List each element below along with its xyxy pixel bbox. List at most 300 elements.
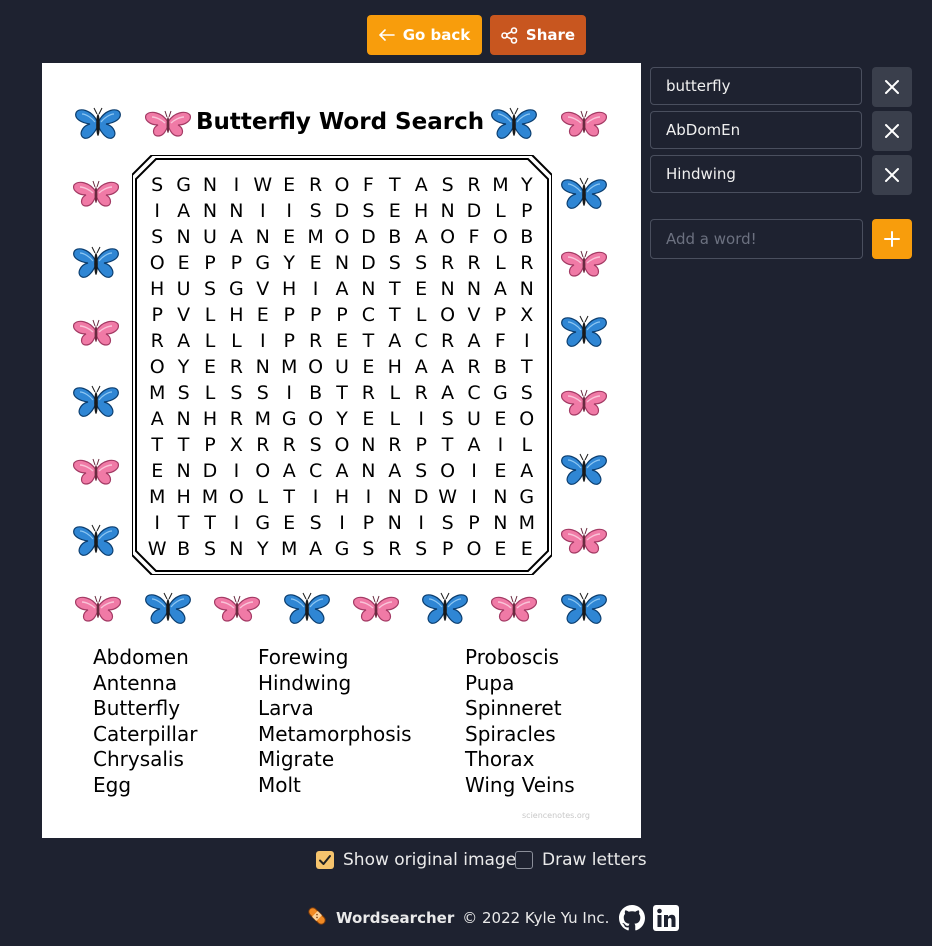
grid-letter: G [519, 485, 535, 508]
grid-letter: T [388, 277, 401, 300]
grid-letter: R [414, 381, 428, 404]
draw-letters-checkbox[interactable] [515, 851, 533, 869]
grid-letter: G [176, 173, 191, 196]
word-list-item: Antenna [93, 670, 178, 695]
butterfly-blue-icon [144, 590, 192, 626]
grid-letter: R [256, 433, 270, 456]
grid-letter: D [361, 225, 376, 248]
puzzle-title: Butterfly Word Search [196, 109, 485, 135]
grid-letter: S [203, 277, 217, 300]
grid-letter: N [176, 407, 191, 430]
letter-grid [144, 172, 540, 562]
grid-letter: E [151, 459, 164, 482]
grid-letter: R [388, 537, 402, 560]
grid-letter: M [307, 225, 324, 248]
grid-letter: V [467, 303, 481, 326]
grid-letter: A [414, 225, 428, 248]
grid-letter: T [177, 511, 190, 534]
footer [306, 902, 679, 934]
grid-letter: E [388, 199, 401, 222]
word-list-column [93, 645, 197, 798]
grid-letter: P [151, 303, 163, 326]
grid-letter: G [281, 407, 297, 430]
grid-letter: E [362, 407, 375, 430]
butterfly-blue-icon [421, 590, 469, 626]
grid-letter: H [176, 485, 191, 508]
grid-letter: A [177, 199, 191, 222]
grid-letter: I [523, 329, 530, 352]
grid-letter: T [520, 355, 533, 378]
grid-letter: E [283, 511, 296, 534]
word-list-item: Abdomen [93, 645, 189, 669]
butterfly-blue-icon [560, 175, 608, 211]
close-icon [884, 167, 900, 183]
draw-letters-label: Draw letters [542, 850, 647, 870]
grid-letter: N [466, 277, 482, 300]
grid-letter: A [335, 277, 349, 300]
grid-letter: D [466, 199, 482, 222]
grid-letter: O [308, 355, 324, 378]
grid-letter: S [441, 511, 454, 534]
grid-letter: E [494, 407, 507, 430]
grid-letter: H [387, 355, 402, 378]
grid-letter: U [467, 407, 481, 430]
butterfly-pink-icon [490, 591, 538, 627]
butterfly-pink-icon [72, 315, 120, 351]
grid-letter: I [233, 173, 240, 196]
grid-letter: E [494, 459, 507, 482]
grid-letter: N [519, 277, 534, 300]
butterfly-pink-icon [72, 176, 120, 212]
grid-letter: I [259, 329, 266, 352]
grid-letter: Y [520, 173, 533, 196]
puzzle-image [42, 63, 641, 838]
grid-letter: N [387, 511, 402, 534]
grid-letter: R [520, 251, 534, 274]
grid-letter: E [309, 251, 322, 274]
grid-letter: O [308, 407, 324, 430]
grid-letter: M [280, 355, 298, 378]
check-icon [318, 853, 332, 867]
grid-letter: I [154, 511, 160, 534]
grid-letter: A [520, 459, 534, 482]
grid-letter: L [257, 485, 269, 508]
show-original-option[interactable] [316, 849, 516, 871]
grid-letter: A [414, 173, 428, 196]
grid-letter: L [415, 303, 427, 326]
grid-letter: L [204, 303, 216, 326]
brand-name[interactable]: Wordsearcher [336, 909, 455, 927]
grid-letter: R [229, 407, 243, 430]
grid-letter: Y [283, 251, 295, 274]
grid-letter: A [414, 355, 428, 378]
grid-letter: F [468, 225, 480, 248]
grid-letter: N [361, 433, 376, 456]
word-list-item: Wing Veins [465, 772, 575, 797]
close-icon [884, 79, 900, 95]
share-label: Share [525, 26, 576, 44]
grid-letter: E [520, 537, 533, 560]
word-list-item: Hindwing [258, 670, 352, 695]
grid-letter: Y [256, 537, 269, 560]
grid-letter: E [256, 303, 269, 326]
word-list-item: Molt [258, 772, 301, 797]
grid-letter: V [256, 277, 270, 300]
grid-letter: L [389, 407, 401, 430]
grid-letter: O [334, 433, 350, 456]
bandage-icon [306, 905, 328, 931]
grid-letter: X [520, 303, 534, 326]
grid-letter: U [176, 277, 191, 300]
grid-letter: D [334, 199, 350, 222]
grid-letter: P [283, 303, 295, 326]
grid-letter: L [204, 381, 216, 404]
butterfly-blue-icon [560, 451, 608, 487]
butterfly-blue-icon [72, 383, 120, 419]
remove-word-button[interactable] [872, 111, 912, 151]
grid-letter: A [150, 407, 164, 430]
grid-letter: P [230, 251, 243, 274]
grid-letter: E [494, 537, 507, 560]
grid-letter: P [336, 303, 348, 326]
butterfly-blue-icon [72, 244, 120, 280]
grid-letter: A [309, 537, 323, 560]
grid-letter: G [255, 511, 271, 534]
watermark: sciencenotes.org [522, 811, 590, 820]
grid-letter: N [493, 511, 508, 534]
grid-letter: S [230, 381, 243, 404]
grid-letter: T [151, 433, 163, 456]
word-field[interactable]: AbDomEn [650, 111, 862, 149]
grid-letter: R [361, 381, 375, 404]
grid-letter: W [147, 537, 167, 560]
grid-letter: I [339, 511, 345, 534]
grid-letter: E [177, 251, 190, 274]
grid-letter: A [388, 459, 402, 482]
grid-letter: T [441, 433, 454, 456]
grid-letter: B [493, 355, 507, 378]
grid-letter: C [414, 329, 428, 352]
grid-letter: O [149, 251, 165, 274]
grid-letter: O [334, 225, 350, 248]
grid-letter: E [283, 173, 296, 196]
linkedin-icon[interactable] [653, 905, 679, 931]
grid-letter: P [521, 199, 533, 222]
word-list-item: Chrysalis [93, 747, 184, 771]
word-field[interactable]: butterfly [650, 67, 862, 105]
grid-letter: T [362, 329, 375, 352]
grid-letter: A [467, 329, 481, 352]
grid-letter: M [201, 485, 219, 508]
grid-letter: B [520, 225, 534, 248]
word-list-item: Egg [93, 772, 132, 797]
grid-letter: O [149, 355, 165, 378]
butterfly-blue-icon [72, 522, 120, 558]
grid-letter: E [283, 225, 296, 248]
grid-letter: H [229, 303, 244, 326]
word-list-column [258, 645, 412, 798]
grid-letter: S [309, 199, 322, 222]
grid-letter: I [233, 511, 240, 534]
grid-letter: I [154, 199, 160, 222]
grid-letter: P [415, 433, 427, 456]
grid-letter: I [259, 199, 266, 222]
grid-letter: R [308, 329, 323, 352]
grid-letter: R [282, 433, 296, 456]
grid-letter: A [388, 329, 402, 352]
grid-letter: N [334, 251, 350, 274]
grid-letter: R [150, 329, 164, 352]
grid-letter: H [282, 277, 297, 300]
grid-letter: P [362, 511, 375, 534]
grid-letter: R [229, 355, 243, 378]
grid-letter: E [415, 277, 428, 300]
grid-letter: C [467, 381, 481, 404]
word-list-item: Metamorphosis [258, 721, 412, 746]
draw-letters-option[interactable] [515, 849, 647, 871]
butterfly-pink-icon [352, 591, 400, 627]
grid-letter: O [440, 225, 456, 248]
grid-letter: S [362, 199, 375, 222]
grid-letter: C [308, 459, 323, 482]
grid-letter: T [388, 173, 401, 196]
show-original-label: Show original image [343, 850, 517, 870]
butterfly-blue-icon [74, 105, 122, 141]
grid-letter: O [440, 303, 456, 326]
grid-letter: I [418, 511, 424, 534]
grid-letter: N [229, 199, 244, 222]
grid-letter: F [362, 173, 374, 196]
grid-letter: H [150, 277, 165, 300]
butterfly-pink-icon [560, 246, 608, 282]
word-entry [650, 155, 912, 195]
grid-letter: S [415, 459, 428, 482]
butterfly-pink-icon [213, 591, 261, 627]
grid-letter: G [334, 537, 350, 560]
grid-letter: A [441, 355, 455, 378]
word-list-item: Butterfly [93, 696, 181, 720]
grid-letter: R [388, 433, 402, 456]
grid-letter: H [414, 199, 429, 222]
grid-letter: H [334, 485, 350, 508]
grid-letter: B [388, 225, 402, 248]
show-original-checkbox[interactable] [316, 851, 334, 869]
butterfly-pink-icon [560, 523, 608, 559]
grid-letter: L [495, 199, 506, 222]
grid-letter: N [387, 485, 402, 508]
word-list-item: Larva [258, 696, 314, 720]
grid-letter: L [204, 329, 216, 352]
grid-letter: S [203, 537, 217, 560]
grid-letter: I [286, 381, 292, 404]
grid-letter: A [441, 381, 455, 404]
go-back-label: Go back [402, 26, 471, 44]
grid-letter: I [497, 433, 504, 456]
grid-letter: G [255, 251, 271, 274]
grid-letter: S [309, 433, 322, 456]
grid-letter: A [282, 459, 296, 482]
grid-letter: S [441, 173, 454, 196]
grid-letter: I [312, 277, 319, 300]
grid-letter: I [365, 485, 372, 508]
grid-letter: W [438, 485, 457, 508]
word-list-item: Proboscis [465, 645, 560, 669]
grid-letter: A [335, 459, 349, 482]
grid-letter: M [254, 407, 271, 430]
butterfly-blue-icon [283, 590, 331, 626]
grid-letter: N [202, 199, 218, 222]
grid-letter: N [493, 485, 508, 508]
grid-letter: X [229, 433, 243, 456]
grid-letter: D [413, 485, 429, 508]
grid-letter: S [256, 381, 269, 404]
grid-letter: O [334, 173, 350, 196]
remove-word-button[interactable] [872, 67, 912, 107]
grid-letter: P [204, 433, 216, 456]
grid-letter: R [467, 251, 481, 274]
grid-letter: O [519, 407, 535, 430]
grid-letter: I [233, 459, 240, 482]
word-list-item: Migrate [258, 747, 335, 771]
grid-letter: L [231, 329, 242, 352]
remove-word-button[interactable] [872, 155, 912, 195]
grid-letter: G [493, 381, 508, 404]
arrow-left-icon [379, 29, 395, 41]
grid-letter: P [494, 303, 507, 326]
butterfly-blue-icon [560, 590, 608, 626]
grid-letter: P [309, 303, 322, 326]
plus-icon [883, 230, 901, 248]
grid-letter: S [415, 537, 428, 560]
grid-letter: N [229, 537, 244, 560]
grid-letter: I [286, 199, 292, 222]
grid-letter: L [521, 433, 533, 456]
grid-letter: M [492, 173, 509, 196]
grid-letter: I [312, 485, 319, 508]
close-icon [884, 123, 900, 139]
grid-letter: A [467, 433, 481, 456]
grid-letter: I [471, 459, 477, 482]
grid-letter: L [389, 381, 401, 404]
grid-letter: O [440, 459, 456, 482]
grid-letter: E [362, 355, 375, 378]
word-list-item: Thorax [465, 747, 535, 771]
grid-letter: A [229, 225, 243, 248]
grid-letter: U [203, 225, 217, 248]
grid-letter: T [336, 381, 348, 404]
grid-letter: B [309, 381, 323, 404]
grid-letter: S [151, 225, 164, 248]
grid-letter: E [203, 355, 216, 378]
grid-letter: U [335, 355, 349, 378]
grid-letter: S [388, 251, 401, 274]
grid-letter: O [492, 225, 508, 248]
butterfly-blue-icon [490, 105, 538, 141]
grid-letter: N [440, 199, 455, 222]
share-button[interactable] [490, 15, 586, 55]
go-back-button[interactable] [367, 15, 482, 55]
grid-letter: R [467, 173, 481, 196]
grid-letter: M [280, 537, 298, 560]
word-list-item: Spinneret [465, 696, 562, 720]
grid-letter: M [148, 485, 166, 508]
grid-letter: T [283, 485, 295, 508]
grid-letter: E [335, 329, 348, 352]
word-field[interactable]: Hindwing [650, 155, 862, 193]
butterfly-pink-icon [72, 454, 120, 490]
grid-letter: O [228, 485, 244, 508]
grid-letter: S [520, 381, 533, 404]
word-list-item: Pupa [465, 670, 515, 695]
grid-letter: P [441, 537, 454, 560]
grid-letter: N [202, 173, 218, 196]
share-icon [501, 27, 518, 44]
grid-letter: O [466, 537, 482, 560]
grid-letter: S [309, 511, 322, 534]
grid-letter: P [468, 511, 480, 534]
grid-letter: R [440, 251, 455, 274]
copyright: © 2022 Kyle Yu Inc. [462, 909, 610, 927]
butterfly-pink-icon [144, 106, 192, 142]
grid-letter: R [440, 329, 455, 352]
grid-letter: M [148, 381, 166, 404]
add-word-button[interactable] [872, 219, 912, 259]
grid-letter: N [361, 459, 376, 482]
grid-letter: D [202, 459, 218, 482]
grid-letter: N [176, 225, 191, 248]
butterfly-pink-icon [74, 591, 122, 627]
grid-letter: B [177, 537, 191, 560]
add-word-input[interactable] [650, 219, 863, 259]
grid-letter: N [361, 277, 376, 300]
grid-letter: P [204, 251, 216, 274]
grid-letter: M [518, 511, 535, 534]
grid-letter: N [440, 277, 455, 300]
grid-letter: G [229, 277, 244, 300]
word-entry [650, 67, 912, 107]
word-list-item: Caterpillar [93, 721, 198, 746]
grid-letter: N [255, 355, 270, 378]
grid-letter: F [494, 329, 506, 352]
grid-letter: I [418, 407, 424, 430]
grid-letter: R [467, 355, 481, 378]
grid-letter: V [177, 303, 191, 326]
grid-letter: P [283, 329, 295, 352]
word-entry [650, 111, 912, 151]
grid-letter: T [204, 511, 216, 534]
grid-letter: A [493, 277, 507, 300]
grid-letter: O [255, 459, 271, 482]
grid-letter: W [253, 173, 273, 196]
grid-letter: H [202, 407, 218, 430]
grid-letter: D [361, 251, 376, 274]
grid-letter: R [308, 173, 323, 196]
grid-letter: L [495, 251, 506, 274]
github-icon[interactable] [619, 905, 645, 931]
butterfly-pink-icon [560, 106, 608, 142]
grid-letter: S [441, 407, 454, 430]
grid-letter: C [361, 303, 376, 326]
grid-letter: A [177, 329, 191, 352]
grid-letter: S [177, 381, 190, 404]
butterfly-pink-icon [560, 385, 608, 421]
grid-letter: S [415, 251, 428, 274]
grid-letter: T [388, 303, 401, 326]
word-list-item: Spiracles [465, 721, 556, 746]
word-list-item: Forewing [258, 645, 349, 669]
grid-letter: S [362, 537, 375, 560]
grid-letter: Y [336, 407, 348, 430]
